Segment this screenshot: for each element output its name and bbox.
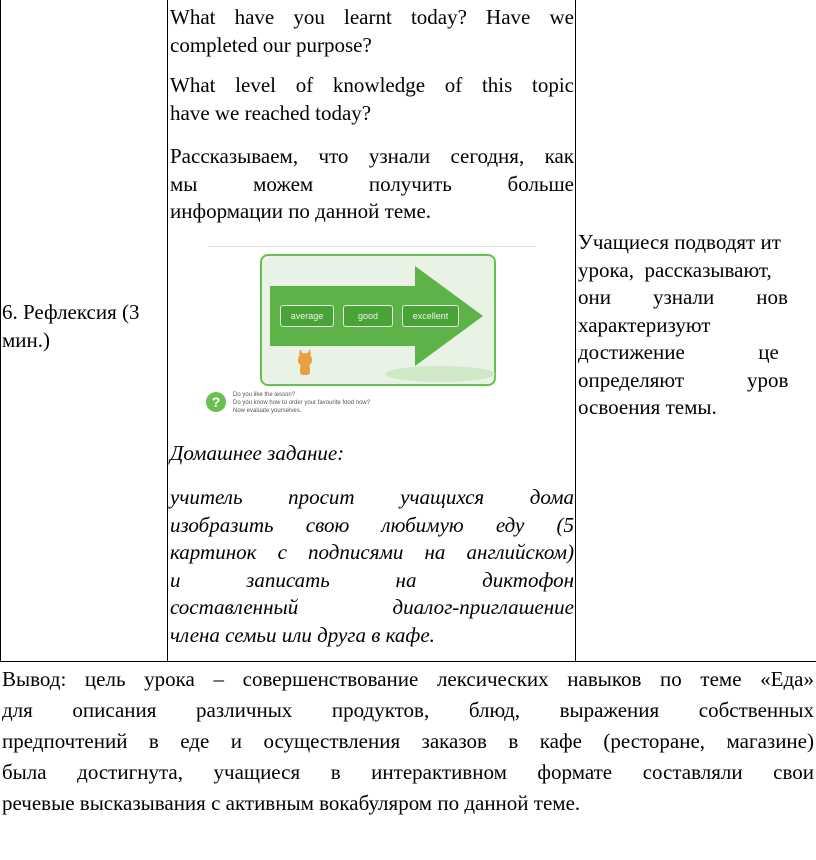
text-line: What level of knowledge of this topic	[170, 73, 574, 97]
cat-icon	[290, 348, 320, 378]
level-excellent: excellent	[402, 305, 459, 327]
text-line: члена семьи или друга в кафе.	[170, 622, 435, 647]
text-line: have we reached today?	[170, 100, 372, 125]
text-line: освоения темы.	[578, 395, 717, 419]
text-line: учитель просит учащихся дома	[170, 485, 574, 509]
reflection-slide-image	[200, 236, 540, 426]
conclusion-paragraph	[2, 664, 814, 819]
slide-bullet: Do you know how to order your favourite food now?	[233, 400, 371, 406]
text-line: и записать на диктофон	[170, 567, 574, 592]
text-line: определяют уров	[578, 367, 789, 392]
teacher-question-1	[170, 4, 574, 59]
text-line: составленный диалог-приглашение	[170, 595, 574, 619]
text-line: урока, рассказывают,	[578, 257, 772, 282]
homework-title: Домашнее задание:	[170, 441, 345, 465]
text-line: completed our purpose?	[170, 32, 372, 57]
text-line: для описания различных продуктов, блюд, выражения собственных	[2, 698, 814, 722]
level-average: average	[280, 305, 334, 327]
slide-bullet: Now evaluate yourselves.	[233, 408, 302, 414]
stage-label-line: 6. Рефлексия (3	[2, 300, 140, 324]
text-line: речевые высказывания с активным вокабуляром по данной теме.	[2, 791, 581, 815]
teacher-summary-ru	[170, 143, 574, 226]
text-line: изобразить свою любимую еду (5	[170, 512, 574, 537]
table-left-border	[0, 0, 1, 662]
column-divider-2	[575, 0, 576, 662]
text-line: они узнали нов	[578, 285, 788, 309]
level-good: good	[343, 305, 393, 327]
text-line: была достигнута, учащиеся в интерактивном формате составляли свои	[2, 760, 814, 784]
teacher-question-2	[170, 72, 574, 127]
text-line: достижение це	[578, 340, 779, 364]
slide-bullet: Do you like the lesson?	[233, 392, 296, 398]
text-line: Рассказываем, что узнали сегодня, как	[170, 144, 574, 168]
table-bottom-border	[0, 661, 816, 662]
stage-label-line: мин.)	[2, 327, 51, 352]
text-line: мы можем получить больше	[170, 171, 574, 196]
question-icon: ?	[206, 392, 226, 412]
homework-text	[170, 484, 574, 649]
text-line: предпочтений в еде и осуществления заказов в кафе (ресторане, магазине)	[2, 729, 814, 753]
text-line: информации по данной теме.	[170, 199, 432, 223]
text-line: картинок с подписями на английском)	[170, 540, 574, 564]
student-activity-cell	[578, 229, 816, 422]
stage-cell	[2, 299, 168, 354]
text-line: Учащиеся подводят ит	[578, 230, 781, 254]
text-line: характеризуют	[578, 312, 711, 337]
text-line: What have you learnt today? Have we	[170, 5, 574, 29]
text-line: Вывод: цель урока – совершенствование лексических навыков по теме «Еда»	[2, 667, 814, 691]
